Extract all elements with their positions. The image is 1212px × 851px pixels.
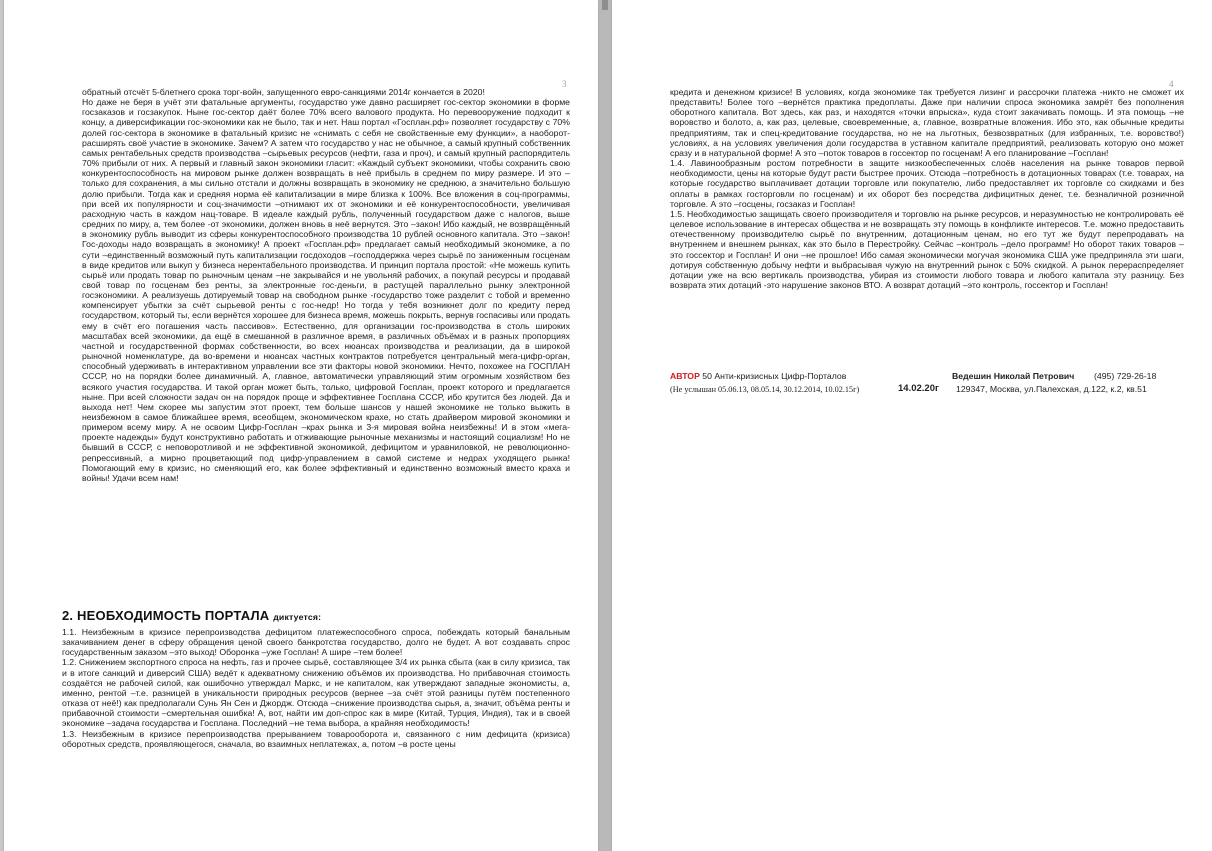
paragraph: 1.5. Необходимостью защищать своего производителя и торговлю на рынке ресурсов, и неразумностью не контролировать её целевое использование в интересах общества и не возвращать эту помощь в конфликте интересов. Т.е. можно предоставить отечественному производителю сырьё по внутренним, дотационным ценам, но его тут же будут перепродавать на внутреннем и внешнем рынках, как это было в Перестройку. Сейчас –контроль –дело программ! Но оборот таких товаров –это госсектор и Госплан! И они –не прошлое! Ибо самая экономически могучая экономика США уже предприняла эти шаги, дотируя собственную добычу нефти и выбрасывая чужую на внутренний рынок с 50% скидкой. А рынок перераспределяет дотации уже на всю вертикаль производства, убирая из стоимости любого товара и любого капитала эту разницу. Без возврата этих дотаций -это нарушение законов ВТО. А возврат дотаций –это контроль, госсектор и Госплан! [670, 208, 1184, 290]
page-body [670, 87, 1184, 290]
author-phone: (495) 729-26-18 [1094, 371, 1157, 381]
author-name: Ведешин Николай Петрович [952, 371, 1075, 381]
author-address: 129347, Москва, ул.Палехская, д.122, к.2, кв.51 [956, 384, 1147, 394]
scroll-marker [602, 0, 608, 10]
paragraph: 1.2. Снижением экспортного спроса на нефть, газ и прочее сырьё, составляющее 3/4 их рынка сбыта (как в силу кризиса, так и в итоге санкций и диверсий США) ведёт к адекватному снижению объёмов их производства. Но прибавочная стоимость создаётся не рабочей силой, как ошибочно утверждал Маркс, и не капиталом, как утверждают западные экономисты, а, именно, рентой –т.е. разницей в уникальности природных ресурсов (вернее –за счёт этой разницы путём постепенного отказа от неё!) как предполагали Сунь Ян Сен и Джордж. Отсюда –снижение производства сырья, а, значит, объёма ренты и прибавочной стоимости –смертельная ошибка! А, вот, найти им доп-спрос как в мире (Китай, Турция, Индия), так и в своей экономике –задача государства и Госплана. Последний –не тема выбора, а крайняя необходимость! [62, 657, 570, 729]
paragraph: обратный отсчёт 5-блетнего срока торг-войн, запущенного евро-санкциями 2014г кончается в 2020! [82, 87, 485, 97]
section-heading-title: 2. НЕОБХОДИМОСТЬ ПОРТАЛА [62, 608, 270, 623]
page-number: 4 [1169, 79, 1174, 89]
section-heading [62, 608, 321, 623]
paragraph: 1.3. Неизбежным в кризисе перепроизводства прерыванием товарооборота и, связанного с ним дефицита (кризиса) оборотных средств, проявляющегося, сначала, во взаимных неплатежах, а, потом –в росте цены [62, 728, 570, 749]
author-description: 50 Анти-кризисных Цифр-Порталов [702, 371, 847, 381]
author-line [670, 371, 1182, 381]
author-label: АВТОР [670, 371, 700, 381]
page-number: 3 [562, 79, 567, 89]
section-body [62, 627, 570, 749]
document-page-4 [612, 0, 1212, 851]
page-gutter [598, 0, 612, 851]
page-body [82, 87, 570, 483]
paragraph: 1.1. Неизбежным в кризисе перепроизводства дефицитом платежеспособного спроса, побеждать который банальным закачиванием денег в сферу обращения ценой своего банкротства государство, долго не будет. А вот создавать спрос государственным заказом –это выход! Оборонка –уже Госплан! А шире –тем более! [62, 627, 570, 658]
document-page-3 [4, 0, 598, 851]
author-dates: (Не услышан 05.06.13, 08.05.14, 30.12.2014, 10.02.15г) [670, 385, 860, 394]
paragraph: Но даже не беря в учёт эти фатальные аргументы, государство уже давно расширяет гос-сектор экономики в форме госзаказов и госзакупок. Ныне гос-сектор даёт более 70% всего валового продукта. Но перевооружение подходит к концу, а диверсификации гос-экономики как не было, так и нет. Наш портал «Госплан.рф» позволяет государству с 70% долей гос-сектора в экономике в фатальный кризис не «снимать с себя не свойственные ему функции», а наоборот-расширять своё участие в экономике. Зачем? А затем что государство у нас не обычное, а самый крупный собственник самых рентабельных средств производства –сырьевых ресурсов (нефти, газа и проч), и самый крупный распорядитель 70% прибыли от них. А первый и главный закон экономики гласит: «Каждый субъект экономики, чтобы сохранить свою конкурентоспособность на мировом рынке должен возвращать в неё прибыль в среднем по миру размере. И это –только для сохранения, а мы сильно отстали и должны возвращать в экономику не среднюю, а значительно большую долю прибыли. Тогда как и средняя норма её капитализации в мире близка к 100%. Все вложения в соц-программы, при всей их популярности и соц-значимости –отнимают их от экономики и её конкурентоспособности, увеличивая расходную часть в каждом нац-товаре. В идеале каждый рубль, полученный государством даже с налогов, выше средних по миру, а, тем более -от экономики, должен вновь в неё вернутся. Это –закон! Ибо каждый, не возвращённый в экономику рубль выводит из сферы конкурентоспособного производства 10 рублей основного капитала. Это –закон! Гос-доходы надо возвращать в экономику! А проект «Госплан.рф» предлагает самый необходимый экономике, а по сути –единственный возможный путь капитализации госдоходов –господдержка через сырьё по заниженным госценам в виде кредитов или выкуп у бизнеса нерентабельного производства. И принцип портала простой: «Не можешь купить сырьё или продать товар по рыночным ценам –не закрывайся и не увольняй рабочих, а покупай ресурсы и продавай свой товар по госценам без ренты, за электронные гос-деньги, в растущей параллельно рынку электронной госэкономики. А реализуешь дотируемый товар на свободном рынке -государство тоже разделит с тобой и временно компенсирует убытки за счёт сырьевой ренты с гос-недр! Но тогда у тебя возникнет долг по кредиту перед государством, который ты, если вернётся хорошее для бизнеса время, можешь покрыть, вернув госпасивы или продать ему в счёт его погашения часть пассивов». Естественно, для организации гос-производства в столь широких масштабах всей экономики, да ещё в смешанной в различное время, в различных объёмах и в разных пропорциях частной и государственной формах собственности, во всех нюансах производства и реализации, да в широкой рыночной номенклатуре, да во-времени и нюансах частных контрактов потребуется центральный мега-цифр-орган, способный удерживать в интерактивном управлении все эти факторы новой экономики. Нечто, похожее на ГОСПЛАН СССР, но на порядки более динамичный. А, главное, автоматически управляющий этим огромным хозяйством без всякого участия государства. И такой орган может быть, только, цифровой Госплан, проект которого и предлагается ныне. При всей сложности задач он на порядок проще и эффективнее Госплана СССР, ибо крутится без людей. Да и выхода нет! Чем скорее мы запустим этот проект, тем больше шансов у нашей экономике не только выжить в неизбежном в самое ближайшее время, всеобщем, экономическом крахе, но стать драйвером мировой экономики и примером всему миру. А не освоим Цифр-Госплан –крах рынка и 3-я мировая война неизбежны! И в этом «мега-проекте надежды» будут конструктивно работать и отживающие рыночные механизмы и настоящий социализм! Но не бывший в СССР, с неповоротливой и не эффективной экономикой, дефицитом и уравниловкой, не революционно-репрессивный, а мирно процветающий под цифр-управлением в самой системе и недрах уходящего рынка! Помогающий ему в кризис, но сменяющий его, как более эффективный и единственно возможный вместо краха и войны! Удачи всем нам! [82, 97, 570, 483]
paragraph: 1.4. Лавинообразным ростом потребности в защите низкообеспеченных слоёв населения на рынке товаров первой необходимости, цены на которые будут расти быстрее прочих. Отсюда –потребность в дотационных товарах (т.е. товарах, на которые государство выплачивает дотации торговле или покупателю, либо предоставляет их торговле со скидками и без оплаты в рамках госторговли по госценам) и их оборот без посредства дифицитных денег, т.е. безналичной розничной торговле. А это –госцены, госзаказ и Госплан! [670, 158, 1184, 209]
paragraph: кредита и денежном кризисе! В условиях, когда экономике так требуется лизинг и рассрочки платежа -никто не сможет их представить! Более того –вернётся практика предоплаты. Даже при наличии спроса экономика замрёт без пополнения оборотного капитала. Вот здесь, как раз, и находятся «точки впрыска», куда стоит закачивать помощь. И эта помощь –не воровство и болото, а, как раз, целевые, своевременные, а, главное, возвратные вложения. Ибо это, как обычные кредиты предприятиям, так и спец-кредитование государства, но не на льготных, безвозвратных (для избранных, т.е. воровство!) условиях, а на условиях увеличения доли государства в уставном капитале предприятий, реализовать которую оно может сразу и в натуральной форме! А это –поток товаров в госсектор по госценам! А его планирование –Госплан! [670, 87, 1184, 158]
author-details [670, 384, 1182, 394]
author-date: 14.02.20г [898, 383, 939, 394]
section-heading-suffix: диктуется: [273, 612, 322, 622]
